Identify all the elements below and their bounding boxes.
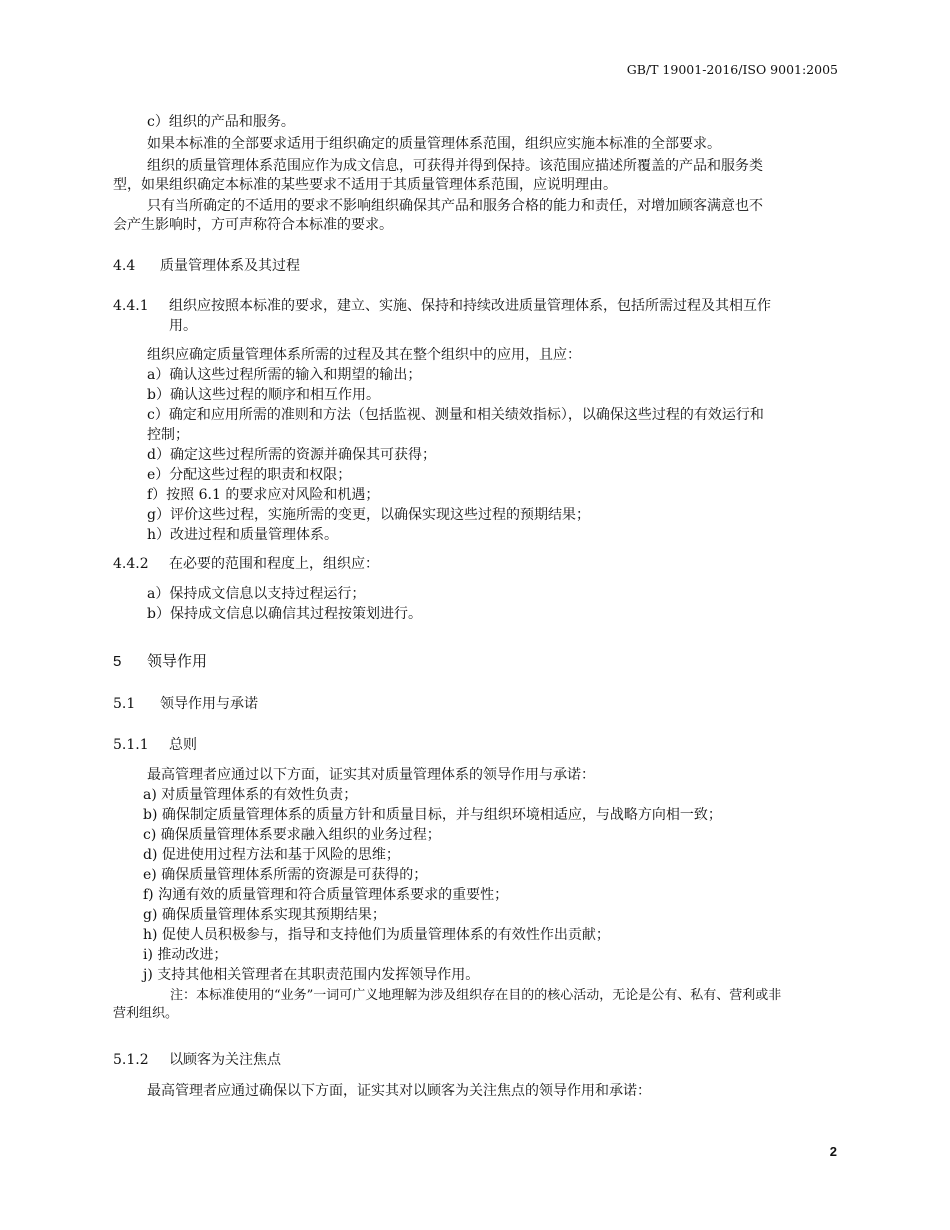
clause-text: 在必要的范围和程度上，组织应： — [169, 556, 379, 572]
list-item: d）确定这些过程所需的资源并确保其可获得； — [147, 447, 436, 463]
chapter-number: 5 — [113, 653, 122, 670]
paragraph: 如果本标准的全部要求适用于组织确定的质量管理体系范围，组织应实施本标准的全部要求。 — [147, 136, 721, 152]
clause-number: 5.1.2 — [113, 1052, 149, 1068]
clause-title: 总则 — [169, 737, 197, 753]
list-item: i) 推动改进； — [143, 947, 228, 963]
list-item: b) 确保制定质量管理体系的质量方针和质量目标，并与组织环境相适应，与战略方向相一致； — [143, 807, 722, 823]
page-number: 2 — [829, 1144, 837, 1159]
paragraph: 只有当所确定的不适用的要求不影响组织确保其产品和服务合格的能力和责任，对增加顾客满意也不 — [147, 198, 763, 214]
list-item: f) 沟通有效的质量管理和符合质量管理体系要求的重要性； — [143, 887, 509, 903]
section-number: 5.1 — [113, 696, 136, 712]
list-item-c: c）组织的产品和服务。 — [147, 114, 295, 130]
clause-text: 用。 — [169, 318, 197, 334]
list-item: c) 确保质量管理体系要求融入组织的业务过程； — [143, 827, 441, 843]
clause-text: 组织应按照本标准的要求，建立、实施、保持和持续改进质量管理体系，包括所需过程及其相互作 — [169, 298, 771, 314]
section-title: 质量管理体系及其过程 — [160, 258, 300, 274]
list-item: a) 对质量管理体系的有效性负责； — [143, 787, 358, 803]
paragraph: 组织的质量管理体系范围应作为成文信息，可获得并得到保持。该范围应描述所覆盖的产品和服务类 — [147, 158, 763, 174]
list-item: 控制； — [147, 427, 189, 443]
note: 注：本标准使用的“业务”一词可广义地理解为涉及组织存在目的的核心活动，无论是公有、私有、营利或非 — [170, 988, 782, 1003]
list-item: g) 确保质量管理体系实现其预期结果； — [143, 907, 386, 923]
note: 营利组织。 — [113, 1006, 179, 1021]
paragraph: 最高管理者应通过确保以下方面，证实其对以顾客为关注焦点的领导作用和承诺： — [147, 1083, 651, 1099]
list-item: e) 确保质量管理体系所需的资源是可获得的； — [143, 867, 428, 883]
list-item: b）确认这些过程的顺序和相互作用。 — [147, 387, 380, 403]
list-item: e）分配这些过程的职责和权限； — [147, 467, 352, 483]
list-item: d) 促进使用过程方法和基于风险的思维； — [143, 847, 400, 863]
chapter-title: 领导作用 — [147, 653, 208, 670]
list-item: h) 促使人员积极参与，指导和支持他们为质量管理体系的有效性作出贡献； — [143, 927, 610, 943]
clause-number: 5.1.1 — [113, 737, 149, 753]
list-item: g）评价这些过程，实施所需的变更，以确保实现这些过程的预期结果； — [147, 507, 590, 523]
list-item: f）按照 6.1 的要求应对风险和机遇； — [147, 487, 380, 503]
list-item: b）保持成文信息以确信其过程按策划进行。 — [147, 606, 422, 622]
clause-number: 4.4.1 — [113, 298, 149, 314]
section-number: 4.4 — [113, 258, 136, 274]
paragraph: 最高管理者应通过以下方面，证实其对质量管理体系的领导作用与承诺： — [147, 767, 595, 783]
standard-code-header: GB/T 19001-2016/ISO 9001:2005 — [626, 62, 838, 77]
list-item: a）保持成文信息以支持过程运行； — [147, 586, 366, 602]
list-item: c）确定和应用所需的准则和方法（包括监视、测量和相关绩效指标），以确保这些过程的有效运行和 — [147, 407, 764, 423]
list-item: j) 支持其他相关管理者在其职责范围内发挥领导作用。 — [143, 967, 480, 983]
section-title: 领导作用与承诺 — [160, 696, 258, 712]
list-item: h）改进过程和质量管理体系。 — [147, 527, 339, 543]
clause-number: 4.4.2 — [113, 556, 149, 572]
list-item: a）确认这些过程所需的输入和期望的输出； — [147, 367, 422, 383]
paragraph: 会产生影响时，方可声称符合本标准的要求。 — [113, 217, 393, 233]
paragraph: 型，如果组织确定本标准的某些要求不适用于其质量管理体系范围，应说明理由。 — [113, 177, 617, 193]
clause-title: 以顾客为关注焦点 — [169, 1052, 281, 1068]
paragraph: 组织应确定质量管理体系所需的过程及其在整个组织中的应用，且应： — [147, 347, 581, 363]
